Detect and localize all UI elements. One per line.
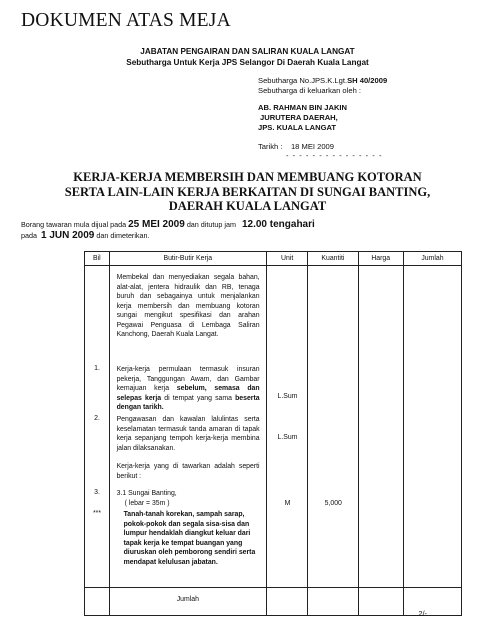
total-label: Jumlah [109, 588, 266, 616]
reference-code: SH 40/2009 [347, 76, 388, 85]
note-marker: *** [92, 510, 102, 517]
total-column [403, 266, 461, 588]
description-column [109, 266, 266, 588]
date-value: 18 MEI 2009 [290, 142, 334, 151]
item-1-unit: L.Sum [277, 393, 298, 400]
tender-text: dan dimeterikan. [96, 231, 150, 240]
header-total: Jumlah [403, 252, 461, 266]
item-3-location: 3.1 Sungai Banting, [116, 490, 177, 497]
issuer-block [258, 103, 347, 133]
tender-text: pada [21, 231, 37, 240]
reference-number [258, 76, 387, 86]
issuer-office: JPS. KUALA LANGAT [258, 123, 337, 132]
heading-line: SERTA LAIN-LAIN KERJA BERKAITAN DI SUNGAI BANTING, [64, 184, 431, 199]
item-3-unit: M [284, 500, 291, 507]
date-label: Tarikh : [258, 142, 283, 151]
tender-close-time: 12.00 tengahari [241, 219, 315, 230]
item-1-emphasis: sebelum, semasa dan selepas kerja [116, 385, 260, 402]
unit-column [267, 266, 308, 588]
agency-header [0, 46, 495, 68]
tender-dates [21, 217, 491, 243]
heading-line: KERJA-KERJA MEMBERSIH DAN MEMBUANG KOTORAN [73, 170, 422, 184]
tender-open-date: 25 MEI 2009 [128, 219, 185, 230]
header-bil: Bil [85, 252, 110, 266]
item-1-text: di tempat yang sama [164, 394, 232, 402]
table-header-row [85, 252, 462, 266]
agency-name: JABATAN PENGAIRAN DAN SALIRAN KUALA LANGAT [140, 47, 355, 56]
tender-text: dan ditutup jam [186, 220, 236, 229]
work-heading [0, 170, 495, 214]
item-number: 1. [94, 365, 100, 372]
date-underline: - - - - - - - - - - - - - - - [286, 151, 383, 160]
item-1-emphasis: beserta dengan tarikh. [116, 394, 260, 411]
tender-close-date: 1 JUN 2009 [41, 230, 95, 241]
item-number: 2. [94, 415, 100, 422]
bil-column [85, 266, 110, 588]
bill-of-quantities-table [84, 251, 462, 616]
next-page-indicator: ...2/- [412, 609, 427, 618]
item-1-text: Kerja-kerja permulaan termasuk insuran pekerja, Tanggungan Awam, dan Gambar kemajuan kerja [116, 366, 260, 392]
agency-subtitle: Sebutharga Untuk Kerja JPS Selangor Di Daerah Kuala Langat [126, 58, 369, 67]
item-1-description [117, 365, 260, 413]
issued-by-label: Sebutharga di keluarkan oleh : [258, 86, 362, 95]
table-body-row [85, 266, 462, 588]
total-quantity-cell [308, 588, 358, 616]
document-title: DOKUMEN ATAS MEJA [21, 10, 231, 31]
header-unit: Unit [267, 252, 308, 266]
header-price: Harga [358, 252, 403, 266]
header-quantity: Kuantiti [308, 252, 358, 266]
item-3-description [117, 489, 260, 508]
tender-text: Borang tawaran mula dijual pada [21, 220, 127, 229]
disposal-note: Tanah-tanah korekan, sampah sarap, pokok-pokok dan segala sisa-sisa dan lumpur hendaklah diangkut keluar dari tapak kerja ke tempat buangan yang diuruskan oleh pemborong sendiri serta mendapat kelulusan jabatan. [123, 511, 256, 566]
reference-prefix: Sebutharga No.JPS.K.Lgt. [258, 76, 348, 85]
total-price-cell [358, 588, 403, 616]
price-column [358, 266, 403, 588]
item-3-quantity: 5,000 [324, 500, 342, 507]
item-3-width: ( lebar = 35m ) [124, 499, 170, 507]
header-description: Butir-Butir Kerja [109, 252, 266, 266]
heading-line: DAERAH KUALA LANGAT [168, 199, 327, 213]
item-2-description: Pengawasan dan kawalan lalulintas serta keselamatan termasuk tanda amaran di tapak kerja sepanjang tempoh kerja-kerja membina jalan dilaksanakan. [116, 416, 260, 452]
issuer-name: AB. RAHMAN BIN JAKIN [258, 103, 348, 112]
table-total-row [85, 588, 462, 616]
total-unit-cell [267, 588, 308, 616]
item-3-intro: Kerja-kerja yang di tawarkan adalah seperti berikut : [116, 463, 260, 480]
reference-block [258, 76, 387, 96]
issuer-position: JURUTERA DAERAH, [260, 113, 338, 122]
item-2-unit: L.Sum [277, 434, 298, 441]
item-number: 3. [94, 489, 100, 496]
total-bil-cell [85, 588, 110, 616]
quantity-column [308, 266, 358, 588]
scope-intro: Membekal dan menyediakan segala bahan, alat-alat, jentera hidraulik dan RB, tenaga buruh dan sebagainya untuk menjalankan kerja membersih dan membuang kotoran sungai mengikut spesifikasi dan arahan Pegawai Penguasa di Lembaga Saliran Kanchong, Daerah Kuala Langat. [116, 274, 260, 338]
